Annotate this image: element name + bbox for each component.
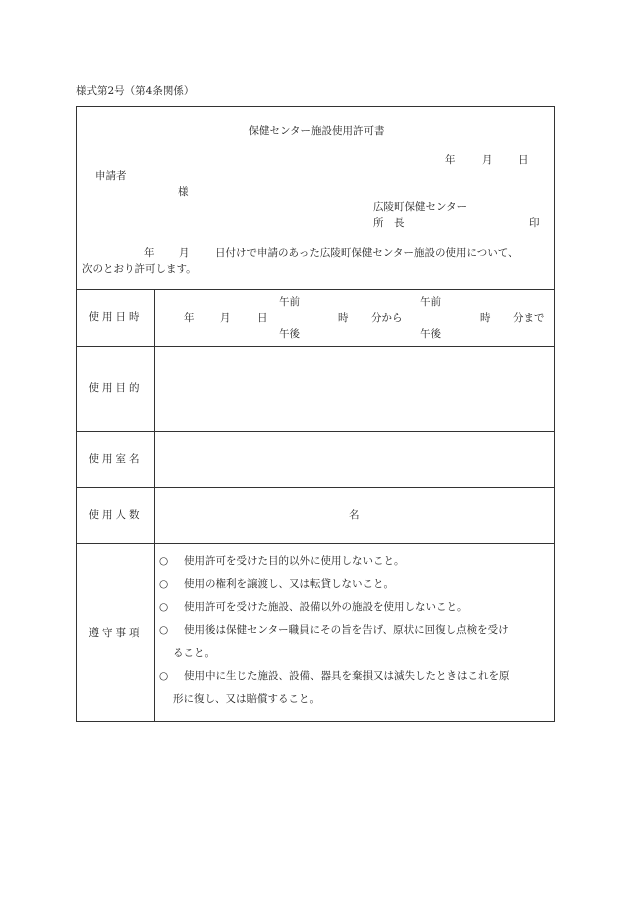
form-title: 保健センター施設使用許可書	[248, 125, 385, 137]
applicant-label: 申請者	[95, 170, 127, 182]
rule-item: 使用中に生じた施設、設備、器具を棄損又は滅失したときはこれを原	[184, 670, 510, 682]
rule-bullet: ○	[159, 555, 169, 567]
issuer-role: 所 長	[373, 217, 405, 229]
datetime-month: 月	[220, 312, 231, 324]
datetime-hour2: 時	[480, 312, 491, 324]
rule-item: 使用の権利を譲渡し、又は転貸しないこと。	[184, 578, 394, 590]
column-divider	[154, 289, 155, 722]
statement-month: 月	[179, 247, 190, 259]
seal-mark: 印	[529, 217, 540, 229]
rule-item: 使用許可を受けた施設、設備以外の施設を使用しないこと。	[184, 601, 468, 613]
datetime-year: 年	[184, 312, 195, 324]
datetime-am: 午前	[279, 296, 300, 308]
issuer-organization: 広陵町保健センター	[373, 201, 468, 213]
datetime-label: 使用日時	[88, 311, 143, 323]
row-divider	[77, 543, 554, 544]
datetime-pm2: 午後	[420, 328, 441, 340]
room-label: 使用室名	[88, 453, 143, 465]
datetime-hour: 時	[338, 312, 349, 324]
rule-bullet: ○	[159, 578, 169, 590]
rule-bullet: ○	[159, 670, 169, 682]
row-divider	[77, 346, 554, 347]
statement-line1: 日付けで申請のあった広陵町保健センター施設の使用について、	[215, 247, 519, 259]
issue-year: 年	[445, 154, 456, 166]
rule-item-continued: 形に復し、又は賠償すること。	[173, 693, 320, 705]
row-divider	[77, 289, 554, 290]
datetime-pm: 午後	[279, 328, 300, 340]
honorific: 様	[178, 186, 189, 198]
statement-year: 年	[144, 247, 155, 259]
row-divider	[77, 487, 554, 488]
rule-bullet: ○	[159, 601, 169, 613]
form-number: 様式第2号（第4条関係）	[76, 85, 195, 97]
people-label: 使用人数	[88, 509, 143, 521]
people-unit: 名	[349, 509, 360, 521]
rule-bullet: ○	[159, 624, 169, 636]
datetime-from-minute: 分から	[371, 312, 403, 324]
row-divider	[77, 431, 554, 432]
datetime-am2: 午前	[420, 296, 441, 308]
rule-item: 使用許可を受けた目的以外に使用しないこと。	[184, 555, 405, 567]
issue-day: 日	[518, 154, 529, 166]
rule-item-continued: ること。	[173, 647, 215, 659]
datetime-to-minute: 分まで	[513, 312, 545, 324]
rules-label: 遵守事項	[88, 627, 143, 639]
datetime-day: 日	[257, 312, 268, 324]
issue-month: 月	[482, 154, 493, 166]
statement-line2: 次のとおり許可します。	[82, 263, 197, 275]
permit-form	[76, 106, 555, 722]
purpose-label: 使用目的	[88, 382, 143, 394]
rule-item: 使用後は保健センター職員にその旨を告げ、原状に回復し点検を受け	[184, 624, 509, 636]
